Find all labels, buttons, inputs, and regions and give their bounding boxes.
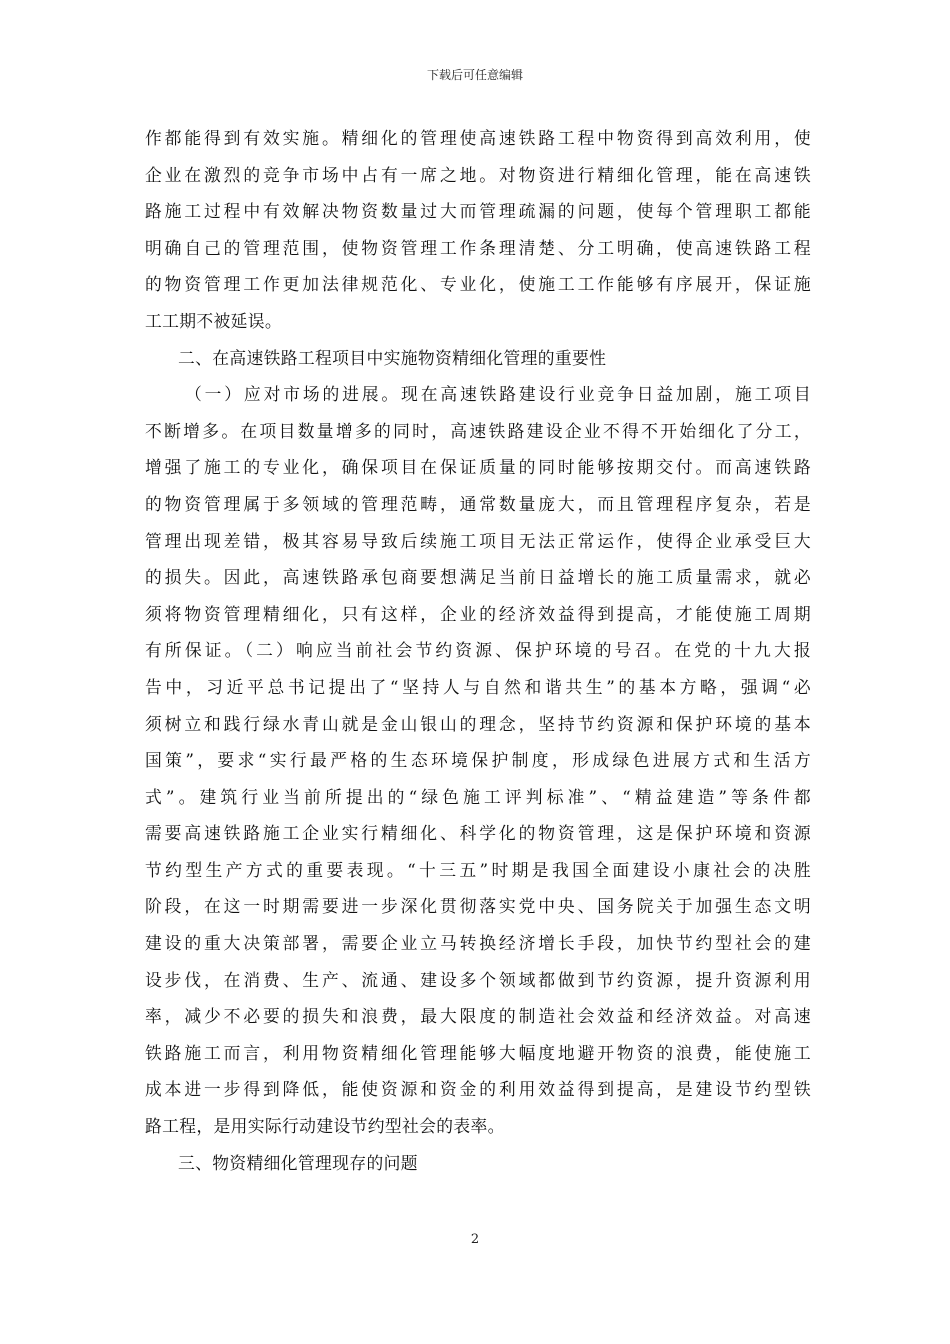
body-line: 路施工过程中有效解决物资数量过大而管理疏漏的问题，使每个管理职工都能	[145, 201, 811, 222]
body-line: 告中，习近平总书记提出了“坚持人与自然和谐共生”的基本方略，强调“必	[145, 676, 811, 697]
body-line: 作都能得到有效实施。精细化的管理使高速铁路工程中物资得到高效利用，使	[145, 128, 811, 148]
body-line: 有所保证。（二）响应当前社会节约资源、保护环境的号召。在党的十九大报	[145, 640, 811, 661]
body-line: 率，减少不必要的损失和浪费，最大限度的制造社会效益和经济效益。对高速	[145, 1006, 811, 1027]
body-line: （一）应对市场的进展。现在高速铁路建设行业竞争日益加剧，施工项目	[185, 384, 811, 405]
body-line: 国策”，要求“实行最严格的生态环境保护制度，形成绿色进展方式和生活方	[145, 750, 811, 771]
body-line: 的物资管理工作更加法律规范化、专业化，使施工工作能够有序展开，保证施	[145, 274, 811, 295]
body-line: 须将物资管理精细化，只有这样，企业的经济效益得到提高，才能使施工周期	[145, 603, 811, 624]
body-line: 设步伐，在消费、生产、流通、建设多个领域都做到节约资源，提升资源利用	[145, 969, 811, 990]
document-body	[145, 120, 811, 1181]
body-line: 不断增多。在项目数量增多的同时，高速铁路建设企业不得不开始细化了分工，	[145, 420, 811, 441]
section-heading: 三、物资精细化管理现存的问题	[178, 1152, 418, 1173]
body-line: 铁路施工而言，利用物资精细化管理能够大幅度地避开物资的浪费，能使施工	[145, 1042, 811, 1063]
body-line: 阶段，在这一时期需要进一步深化贯彻落实党中央、国务院关于加强生态文明	[145, 896, 811, 917]
body-line: 路工程，是用实际行动建设节约型社会的表率。	[145, 1116, 505, 1137]
body-line: 的物资管理属于多领域的管理范畴，通常数量庞大，而且管理程序复杂，若是	[145, 493, 811, 514]
body-line: 管理出现差错，极其容易导致后续施工项目无法正常运作，使得企业承受巨大	[145, 530, 811, 551]
body-line: 建设的重大决策部署，需要企业立马转换经济增长手段，加快节约型社会的建	[145, 933, 811, 954]
body-line: 明确自己的管理范围，使物资管理工作条理清楚、分工明确，使高速铁路工程	[145, 237, 811, 258]
body-line: 节约型生产方式的重要表现。“十三五”时期是我国全面建设小康社会的决胜	[145, 859, 811, 880]
page-header-note: 下载后可任意编辑	[426, 68, 523, 82]
body-line: 的损失。因此，高速铁路承包商要想满足当前日益增长的施工质量需求，就必	[145, 567, 811, 588]
body-line: 式”。建筑行业当前所提出的“绿色施工评判标准”、“精益建造”等条件都	[145, 786, 811, 807]
body-line: 增强了施工的专业化，确保项目在保证质量的同时能够按期交付。而高速铁路	[145, 457, 811, 478]
section-heading: 二、在高速铁路工程项目中实施物资精细化管理的重要性	[178, 347, 607, 368]
body-line: 成本进一步得到降低，能使资源和资金的利用效益得到提高，是建设节约型铁	[145, 1079, 811, 1100]
body-line: 工工期不被延误。	[145, 310, 283, 331]
body-line: 需要高速铁路施工企业实行精细化、科学化的物资管理，这是保护环境和资源	[145, 823, 811, 844]
body-line: 企业在激烈的竞争市场中占有一席之地。对物资进行精细化管理，能在高速铁	[145, 164, 811, 185]
body-line: 须树立和践行绿水青山就是金山银山的理念，坚持节约资源和保护环境的基本	[145, 713, 811, 734]
page-number: 2	[470, 1232, 480, 1247]
